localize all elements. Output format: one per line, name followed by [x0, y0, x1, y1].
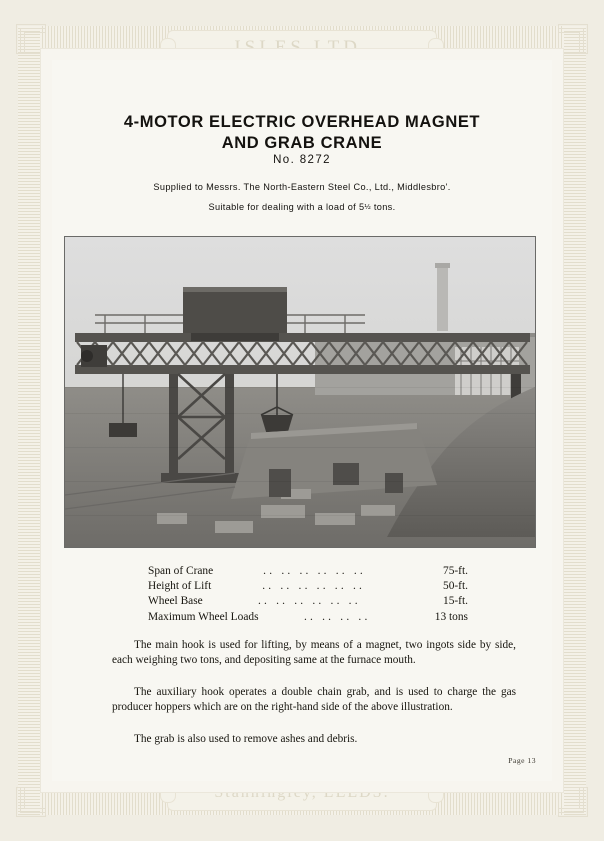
load-rating-suffix: tons. [370, 202, 396, 212]
load-rating-line [52, 202, 552, 212]
inner-panel [40, 48, 564, 793]
spec-label: Span of Crane [148, 565, 214, 577]
specifications-table [148, 565, 468, 626]
body-paragraph-1: The main hook is used for lifting, by means of a magnet, two ingots side by side, each weighing two tons, and depositing same at the furnace mouth. [112, 639, 516, 667]
spec-leader: .. .. .. .. [303, 610, 371, 623]
table-row [148, 611, 468, 626]
load-rating-fraction: ½ [364, 201, 371, 211]
spec-value: 50-ft. [443, 580, 468, 593]
spec-label: Height of Lift [148, 580, 212, 593]
spec-value: 13 tons [434, 610, 468, 623]
title-line-2: AND GRAB CRANE [221, 134, 383, 152]
title-line-1: 4-MOTOR ELECTRIC OVERHEAD MAGNET [123, 113, 481, 131]
spec-leader: .. .. .. .. .. .. [262, 580, 366, 593]
inner-panel-field [52, 60, 552, 781]
page-content [52, 60, 552, 781]
body-paragraph-3: The grab is also used to remove ashes and debris. [134, 733, 358, 745]
load-rating-prefix: Suitable for dealing with a load of 5 [208, 202, 365, 212]
spec-value: 75-ft. [443, 565, 468, 577]
table-row [148, 580, 468, 595]
crane-photograph [64, 236, 536, 548]
page-number: Page 13 [508, 756, 536, 765]
spec-label: Maximum Wheel Loads [148, 610, 259, 623]
supplied-to-line: Supplied to Messrs. The North-Eastern Steel Co., Ltd., Middlesbro'. [153, 182, 451, 192]
model-number: No. 8272 [273, 154, 331, 166]
spec-label: Wheel Base [148, 595, 203, 608]
spec-leader: .. .. .. .. .. .. [263, 565, 366, 577]
body-paragraph-2: The auxiliary hook operates a double chain grab, and is used to charge the gas producer hoppers which are on the right-hand side of the above illustration. [112, 686, 516, 714]
table-row [148, 565, 468, 580]
page-title [92, 112, 512, 154]
photograph-image [65, 237, 535, 547]
table-row [148, 595, 468, 610]
spec-value: 15-ft. [443, 595, 468, 608]
spec-leader: .. .. .. .. .. .. [257, 595, 361, 608]
